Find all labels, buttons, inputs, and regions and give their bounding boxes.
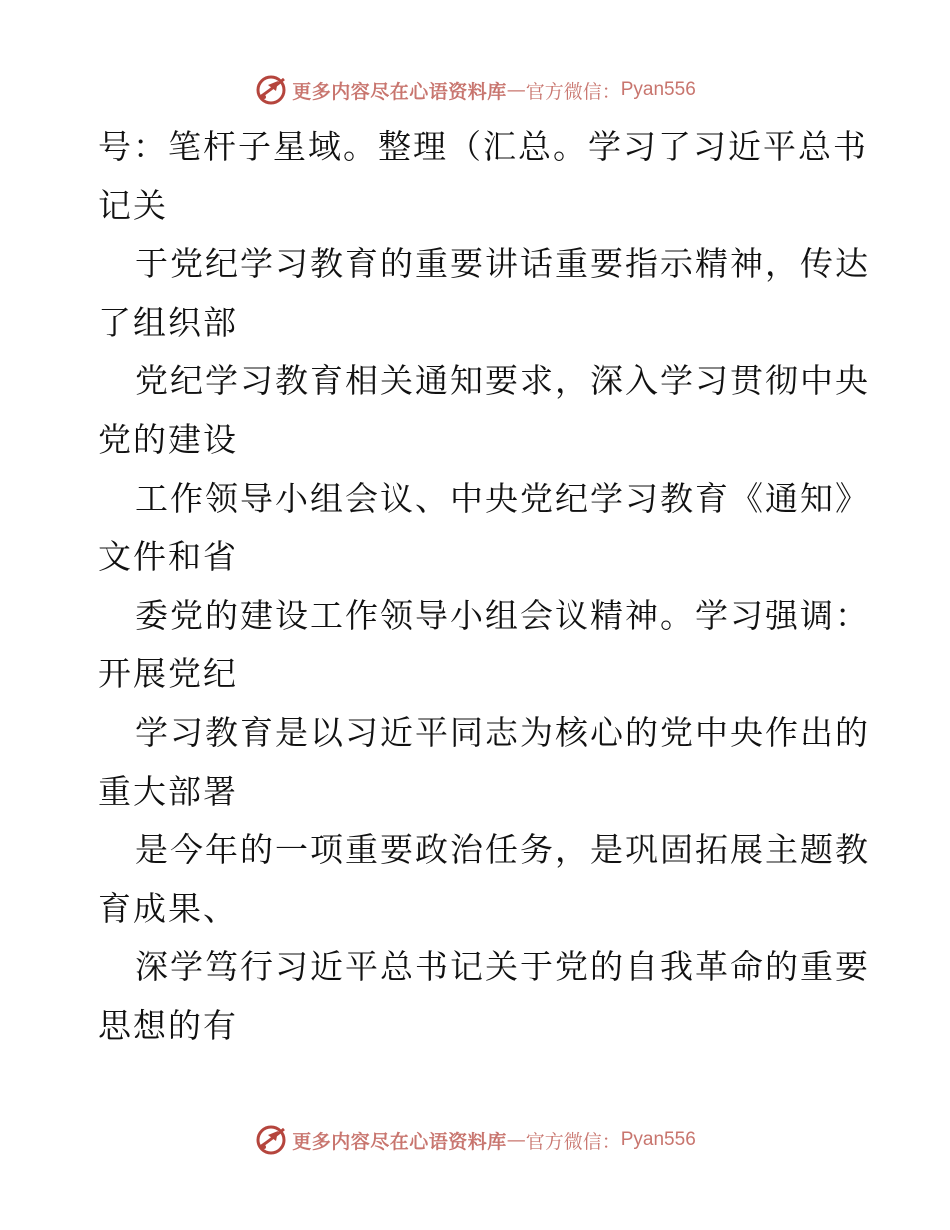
text-line: 是今年的一项重要政治任务，是巩固拓展主题教 [135, 830, 870, 870]
banner-wechat-id: Pyan556 [620, 1129, 696, 1150]
pen-nib-seal-icon [254, 1123, 288, 1157]
text-line: 了组织部 [98, 302, 238, 342]
banner-main-text: 更多内容尽在心语资料库 [292, 1130, 507, 1153]
banner-wechat-id: Pyan556 [620, 79, 696, 100]
banner-main-text: 更多内容尽在心语资料库 [292, 80, 507, 103]
text-line: 重大部署 [98, 771, 238, 811]
banner-separator: — [506, 1129, 526, 1151]
text-line: 育成果、 [98, 888, 238, 928]
pen-nib-seal-icon [254, 73, 288, 107]
text-line: 党纪学习教育相关通知要求，深入学习贯彻中央 [135, 361, 870, 401]
text-line: 党的建设 [98, 419, 238, 459]
document-body [98, 118, 870, 1056]
text-line: 于党纪学习教育的重要讲话重要指示精神，传达 [135, 244, 870, 284]
banner-separator: — [506, 79, 526, 101]
banner-wechat-label: 官方微信： [525, 80, 621, 103]
text-line: 思想的有 [98, 1005, 238, 1045]
text-line: 记关 [98, 185, 168, 225]
footer-banner [0, 1120, 950, 1160]
header-banner [0, 70, 950, 110]
text-line: 工作领导小组会议、中央党纪学习教育《通知》 [135, 478, 870, 518]
banner-wechat-label: 官方微信： [525, 1130, 621, 1153]
text-line: 深学笃行习近平总书记关于党的自我革命的重要 [135, 947, 870, 987]
text-line: 号：笔杆子星域。整理（汇总。学习了习近平总书 [98, 127, 868, 166]
text-line: 学习教育是以习近平同志为核心的党中央作出的 [135, 712, 870, 752]
text-line: 委党的建设工作领导小组会议精神。学习强调： [135, 595, 870, 635]
text-line: 文件和省 [98, 537, 238, 577]
text-line: 开展党纪 [98, 654, 238, 694]
